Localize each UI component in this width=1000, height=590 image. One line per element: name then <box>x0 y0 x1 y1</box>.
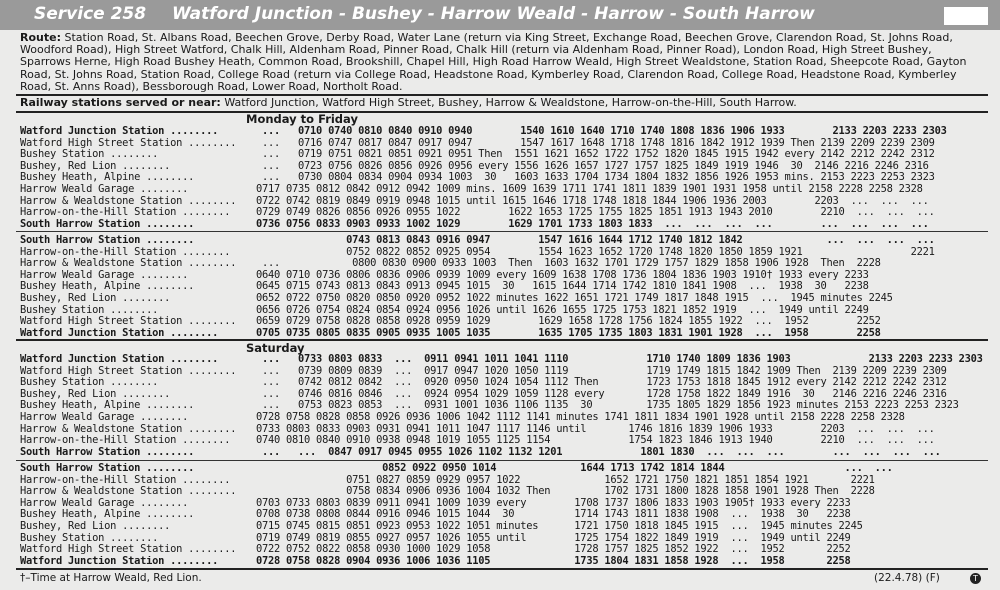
stop-name: Harrow & Wealdstone Station ........ <box>20 195 237 207</box>
divider <box>16 231 988 232</box>
stop-name: Harrow & Wealdstone Station ........ <box>20 486 237 498</box>
footnote: †–Time at Harrow Weald, Red Lion. <box>20 572 202 584</box>
railway-stations <box>20 96 985 109</box>
stop-times: 0719 0749 0819 0855 0927 0957 1026 1055 until 1725 1754 1822 1849 1919 ... 1949 until 2249 <box>256 531 851 544</box>
stop-name: Bushey Heath, Alpine ........ <box>20 509 195 521</box>
section-label-mon-fri: Monday to Friday <box>246 112 358 126</box>
stop-times: 0722 0752 0822 0858 0930 1000 1029 1058 1728 1757 1825 1852 1922 ... 1952 2252 <box>256 543 851 556</box>
section-label-saturday: Saturday <box>246 341 305 355</box>
stop-times: ... 0710 0740 0810 0840 0910 0940 1540 1610 1640 1710 1740 1808 1836 1906 1933 2133 2203 2233 2303 <box>256 125 947 137</box>
stop-times: 0758 0834 0906 0936 1004 1032 Then 1702 1731 1800 1828 1858 1901 1928 Then 2228 <box>256 485 875 498</box>
stop-times: 0733 0803 0833 0903 0931 0941 1011 1047 1117 1146 until 1746 1816 1839 1906 1933 2203 ... ... ... <box>256 422 935 435</box>
stop-name: Watford Junction Station ........ <box>20 555 219 567</box>
stop-name: Bushey Heath, Alpine ........ <box>20 281 195 293</box>
stop-times: ... 0753 0823 0853 ... 0931 1001 1036 1106 1135 30 1735 1805 1829 1856 1923 minutes 2153 2223 2253 2323 <box>256 399 959 412</box>
stop-name: Harrow Weald Garage ........ <box>20 412 189 423</box>
stop-times: 0708 0738 0808 0844 0916 0946 1015 1044 30 1714 1743 1811 1838 1908 ... 1938 30 2238 <box>256 508 851 521</box>
tfl-roundel-icon: T <box>970 573 981 584</box>
stop-name: Bushey Station ........ <box>20 149 159 161</box>
stop-name: Harrow-on-the-Hill Station ........ <box>20 207 231 219</box>
stop-times: 0640 0710 0736 0806 0836 0906 0939 1009 every 1609 1638 1708 1736 1804 1836 1903 1910† 1933 every 2233 <box>256 268 869 281</box>
stop-times: 0722 0742 0819 0849 0919 0948 1015 until 1615 1646 1718 1748 1818 1844 1906 1936 2003 2203 ... ... ... <box>256 194 929 207</box>
stop-name: South Harrow Station ........ <box>20 235 195 246</box>
header-bar <box>0 0 1000 30</box>
stop-name: Watford High Street Station ........ <box>20 365 237 377</box>
stop-name: Harrow-on-the-Hill Station ........ <box>20 435 231 447</box>
stop-name: South Harrow Station ........ <box>20 218 195 230</box>
stop-times: ... 0800 0830 0900 0933 1003 Then 1603 1632 1701 1729 1757 1829 1858 1906 1928 Then 2228 <box>256 257 881 270</box>
route-description <box>20 32 985 93</box>
stop-name: Harrow-on-the-Hill Station ........ <box>20 474 231 486</box>
rail-label: Railway stations served or near: <box>20 96 221 109</box>
stop-name: Harrow Weald Garage ........ <box>20 497 189 509</box>
stop-times: 0717 0735 0812 0842 0912 0942 1009 mins. 1609 1639 1711 1741 1811 1839 1901 1931 1958 until 2158 2228 2258 2328 <box>256 183 923 195</box>
stop-times: 0645 0715 0743 0813 0843 0913 0945 1015 30 1615 1644 1714 1742 1810 1841 1908 ... 1938 30 2238 <box>256 280 869 293</box>
stop-times: ... 0716 0747 0817 0847 0917 0947 1547 1617 1648 1718 1748 1816 1842 1912 1939 Then 2139 2209 2239 2309 <box>256 136 935 149</box>
stop-times: ... ... 0847 0917 0945 0955 1026 1102 1132 1201 1801 1830 ... ... ... ... ... ... ... <box>256 445 941 458</box>
header-blank-box <box>944 7 988 25</box>
divider <box>16 568 988 570</box>
divider <box>16 460 988 461</box>
stop-times: ... 0719 0751 0821 0851 0921 0951 Then 1551 1621 1652 1722 1752 1820 1845 1915 1942 every 2142 2212 2242 2312 <box>256 148 935 161</box>
stop-name: South Harrow Station ........ <box>20 446 195 458</box>
stop-times: 0852 0922 0950 1014 1644 1713 1742 1814 1844 ... ... <box>256 462 893 474</box>
stop-name: Bushey Heath, Alpine ........ <box>20 400 195 412</box>
stop-times: 0752 0822 0852 0925 0954 1554 1623 1652 1720 1748 1820 1850 1859 1921 2221 <box>256 245 935 258</box>
stop-times: 0728 0758 0828 0904 0936 1006 1036 1105 1735 1804 1831 1858 1928 ... 1958 2258 <box>256 554 851 567</box>
stop-name: Bushey Heath, Alpine ........ <box>20 172 195 184</box>
stop-times: ... 0746 0816 0846 ... 0924 0954 1029 1059 1128 every 1728 1758 1822 1849 1916 30 2146 2216 2246 2316 <box>256 387 947 400</box>
route-label: Route: <box>20 31 61 44</box>
stop-name: Bushey Station ........ <box>20 377 159 389</box>
stop-name: Bushey, Red Lion ........ <box>20 160 171 172</box>
divider <box>16 111 988 113</box>
stop-name: Bushey, Red Lion ........ <box>20 388 171 400</box>
stop-times: 0652 0722 0750 0820 0850 0920 0952 1022 minutes 1622 1651 1721 1749 1817 1848 1915 ... 1945 minutes 2245 <box>256 292 893 304</box>
stop-times: ... 0742 0812 0842 ... 0920 0950 1024 1054 1112 Then 1723 1753 1818 1845 1912 every 2142 2212 2242 2312 <box>256 376 947 389</box>
stop-name: Watford Junction Station ........ <box>20 126 219 137</box>
print-code: (22.4.78) (F) <box>874 572 940 584</box>
route-text: Station Road, St. Albans Road, Beechen Grove, Derby Road, Water Lane (return via King Street, Exchange Road, Beechen Grove, Clarendon Road, St. Johns Road, Woodford Road), High Street Watford, Chalk Hill, Aldenham Road, Pinner Road, Chalk Hill (return via Aldenham Road, Pinner Road), London Road, High Street Bushey, Sparrows Herne, High Road Bushey Heath, Common Road, Brookshill, Chapel Hill, High Road Harrow Weald, High Street Wealdstone, Station Road, Sheepcote Road, Gayton Road, St. Johns Road, Station Road, College Road (return via College Road, Headstone Road, Kymberley Road, Clarendon Road, College Road, Headstone Road, Kymberley Road, St. Anns Road), Bessborough Road, Lower Road, Northolt Road. <box>20 31 967 93</box>
stop-name: Watford High Street Station ........ <box>20 137 237 149</box>
stop-times: ... 0739 0809 0839 ... 0917 0947 1020 1050 1119 1719 1749 1815 1842 1909 Then 2139 2209 2239 2309 <box>256 364 947 377</box>
stop-times: 0729 0749 0826 0856 0926 0955 1022 1622 1653 1725 1755 1825 1851 1913 1943 2010 2210 ... ... ... <box>256 206 935 219</box>
service-title: Watford Junction - Bushey - Harrow Weald - Harrow - South Harrow <box>172 4 815 24</box>
service-number: Service 258 <box>34 4 147 24</box>
stop-name: Watford Junction Station ........ <box>20 327 219 339</box>
stop-name: Harrow Weald Garage ........ <box>20 269 189 281</box>
stop-times: 0751 0827 0859 0929 0957 1022 1652 1721 1750 1821 1851 1854 1921 2221 <box>256 473 875 486</box>
stop-times: 0703 0733 0803 0839 0911 0941 1009 1039 every 1708 1737 1806 1833 1903 1905† 1933 every 2233 <box>256 496 851 509</box>
divider <box>16 339 988 341</box>
stop-name: Watford Junction Station ........ <box>20 354 219 365</box>
stop-times: 0743 0813 0843 0916 0947 1547 1616 1644 1712 1740 1812 1842 ... ... ... ... <box>256 234 935 246</box>
stop-times: 0736 0756 0833 0903 0933 1002 1029 1629 1701 1733 1803 1833 ... ... ... ... ... ... ... ... <box>256 217 929 230</box>
stop-times: 0728 0758 0828 0858 0926 0936 1006 1042 1112 1141 minutes 1741 1811 1834 1901 1928 until 2158 2228 2258 2328 <box>256 411 905 423</box>
stop-times: 0705 0735 0805 0835 0905 0935 1005 1035 1635 1705 1735 1803 1831 1901 1928 ... 1958 2258 <box>256 326 881 339</box>
stop-name: Harrow & Wealdstone Station ........ <box>20 258 237 270</box>
stop-times: 0656 0726 0754 0824 0854 0924 0956 1026 until 1626 1655 1725 1753 1821 1852 1919 ... 1949 until 2249 <box>256 303 869 316</box>
stop-name: South Harrow Station ........ <box>20 463 195 474</box>
stop-name: Watford High Street Station ........ <box>20 316 237 328</box>
stop-name: Harrow Weald Garage ........ <box>20 184 189 195</box>
stop-times: 0715 0745 0815 0851 0923 0953 1022 1051 minutes 1721 1750 1818 1845 1915 ... 1945 minutes 2245 <box>256 520 863 532</box>
stop-times: 0659 0729 0758 0828 0858 0928 0959 1029 1629 1658 1728 1756 1824 1855 1922 ... 1952 2252 <box>256 315 881 328</box>
stop-times: 0740 0810 0840 0910 0938 0948 1019 1055 1125 1154 1754 1823 1846 1913 1940 2210 ... ... ... <box>256 434 935 447</box>
stop-name: Watford High Street Station ........ <box>20 544 237 556</box>
stop-name: Bushey Station ........ <box>20 304 159 316</box>
stop-name: Harrow & Wealdstone Station ........ <box>20 423 237 435</box>
stop-name: Harrow-on-the-Hill Station ........ <box>20 246 231 258</box>
rail-text: Watford Junction, Watford High Street, Bushey, Harrow & Wealdstone, Harrow-on-the-Hill, South Harrow. <box>224 96 797 109</box>
stop-name: Bushey, Red Lion ........ <box>20 521 171 532</box>
stop-times: ... 0730 0804 0834 0904 0934 1003 30 1603 1633 1704 1734 1804 1832 1856 1926 1953 mins. 2153 2223 2253 2323 <box>256 171 935 184</box>
stop-times: ... 0733 0803 0833 ... 0911 0941 1011 1041 1110 1710 1740 1809 1836 1903 2133 2203 2233 2303 <box>256 353 983 365</box>
stop-times: ... 0723 0756 0826 0856 0926 0956 every 1556 1626 1657 1727 1757 1825 1849 1919 1946 30 2146 2216 2246 2316 <box>256 159 929 172</box>
stop-name: Bushey, Red Lion ........ <box>20 293 171 304</box>
stop-name: Bushey Station ........ <box>20 532 159 544</box>
